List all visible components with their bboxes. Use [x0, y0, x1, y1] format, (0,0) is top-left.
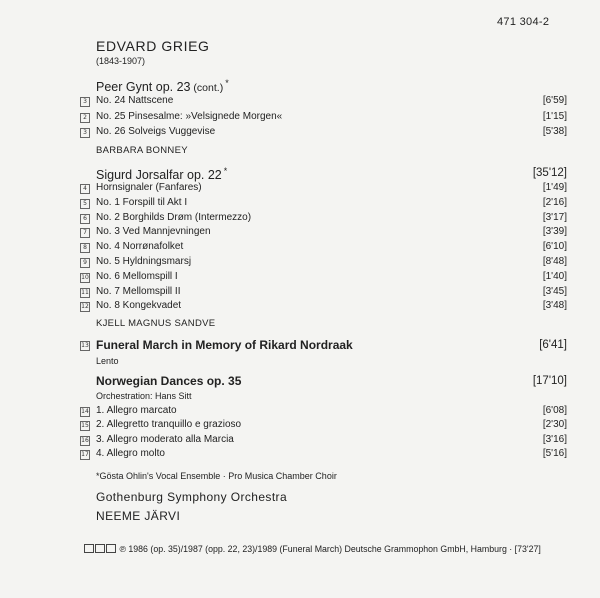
- track-number-box: 13: [81, 342, 89, 349]
- track-number-box: 11: [81, 288, 89, 296]
- track-title: No. 6 Mellomspill I: [96, 270, 178, 282]
- track-row: [0, 182, 600, 196]
- choir-note: *Gösta Ohlin's Vocal Ensemble · Pro Musica Chamber Choir: [96, 471, 337, 481]
- track-title: No. 8 Kongekvadet: [96, 300, 182, 312]
- track-duration: [6'08]: [542, 405, 567, 416]
- funeral-time: [6'41]: [539, 339, 567, 351]
- track-title: No. 24 Nattscene: [96, 95, 174, 106]
- orchestra-name: Gothenburg Symphony Orchestra: [96, 490, 288, 504]
- track-duration: [3'39]: [542, 226, 567, 238]
- orchestration-credit: Orchestration: Hans Sitt: [96, 391, 192, 401]
- track-number-box: 3: [80, 97, 90, 107]
- track-row: [0, 226, 600, 240]
- track-duration: [3'16]: [542, 433, 567, 445]
- performer-baritone: KJELL MAGNUS SANDVE: [96, 318, 216, 329]
- track-title: No. 4 Norrønafolket: [96, 241, 184, 253]
- conductor-name: NEEME JÄRVI: [96, 509, 181, 523]
- track-number-box: 16: [81, 436, 89, 444]
- track-row: [0, 111, 600, 125]
- track-number-box: 15: [81, 422, 89, 430]
- composer-name: EDVARD GRIEG: [96, 38, 210, 54]
- track-title: No. 1 Forspill til Akt I: [96, 196, 188, 208]
- track-row: [0, 197, 600, 211]
- ddd-logo-icon: [84, 544, 94, 553]
- track-number-box: 14: [81, 408, 89, 415]
- track-title: 2. Allegretto tranquillo e grazioso: [96, 419, 242, 431]
- track-duration: [3'48]: [542, 300, 567, 312]
- track-title: No. 7 Mellomspill II: [96, 285, 181, 297]
- work-title-sigurd: Sigurd Jorsalfar op. 22 *: [96, 166, 228, 183]
- track-title: No. 25 Pinsesalme: »Velsignede Morgen«: [96, 110, 283, 122]
- footer-text: ℗ 1986 (op. 35)/1987 (opp. 22, 23)/1989 (Funeral March) Deutsche Grammophon GmbH, Hamburg · [73'27]: [119, 544, 541, 554]
- track-row: [0, 300, 600, 314]
- funeral-tempo: Lento: [96, 356, 119, 366]
- track-number-box: 5: [80, 199, 90, 209]
- track-duration: [5'38]: [542, 126, 567, 137]
- track-title: No. 2 Borghilds Drøm (Intermezzo): [96, 211, 252, 223]
- track-number-box: 4: [80, 184, 90, 194]
- work-title-norwegian: Norwegian Dances op. 35: [96, 374, 242, 388]
- track-title: Hornsignaler (Fanfares): [96, 182, 202, 193]
- track-duration: [6'10]: [542, 241, 567, 253]
- track-row: [0, 126, 600, 140]
- track-duration: [2'16]: [542, 196, 567, 208]
- track-number-box: 3: [80, 128, 90, 138]
- track-row: [0, 95, 600, 109]
- track-number-box: 10: [81, 273, 89, 281]
- track-duration: [1'49]: [542, 182, 567, 193]
- track-duration: [1'40]: [542, 270, 567, 282]
- track-duration: [3'45]: [542, 285, 567, 297]
- work-title-peer-gynt: Peer Gynt op. 23 (cont.) *: [96, 78, 229, 95]
- track-duration: [5'16]: [542, 447, 567, 459]
- ddd-logo-icon: [95, 544, 105, 553]
- track-row: [0, 241, 600, 255]
- track-duration: [1'15]: [542, 110, 567, 122]
- track-number-box: 17: [81, 450, 89, 458]
- track-duration: [2'30]: [542, 419, 567, 431]
- track-title: 1. Allegro marcato: [96, 405, 177, 416]
- track-row: [0, 405, 600, 419]
- norwegian-total-time: [17'10]: [532, 375, 567, 387]
- ddd-logo-icon: [106, 544, 116, 553]
- track-title: No. 5 Hyldningsmarsj: [96, 256, 192, 267]
- track-row: [0, 212, 600, 226]
- catalog-number: 471 304-2: [497, 16, 550, 28]
- track-number-box: 7: [80, 228, 90, 238]
- sigurd-total-time: [35'12]: [532, 167, 567, 179]
- copyright-footer: [84, 544, 541, 554]
- track-number-box: 9: [80, 258, 90, 268]
- composer-dates: (1843-1907): [96, 56, 146, 66]
- track-number-box: 8: [80, 243, 90, 253]
- track-title: No. 3 Ved Mannjevningen: [96, 226, 211, 238]
- track-number-box: 12: [81, 303, 89, 311]
- track-row: [0, 434, 600, 448]
- work-title-funeral: Funeral March in Memory of Rikard Nordraak: [96, 338, 353, 352]
- performer-soprano: BARBARA BONNEY: [96, 145, 188, 156]
- track-row: [0, 419, 600, 433]
- track-duration: [6'59]: [542, 95, 567, 106]
- track-row: [0, 286, 600, 300]
- track-title: 4. Allegro molto: [96, 447, 165, 459]
- track-duration: [3'17]: [542, 211, 567, 223]
- track-row: [0, 271, 600, 285]
- track-title: No. 26 Solveigs Vuggevise: [96, 126, 216, 137]
- track-title: 3. Allegro moderato alla Marcia: [96, 433, 234, 445]
- track-row: [0, 448, 600, 462]
- track-number-box: 6: [80, 214, 90, 224]
- track-number-box: 2: [80, 113, 90, 123]
- track-duration: [8'48]: [542, 256, 567, 267]
- track-row: [0, 256, 600, 270]
